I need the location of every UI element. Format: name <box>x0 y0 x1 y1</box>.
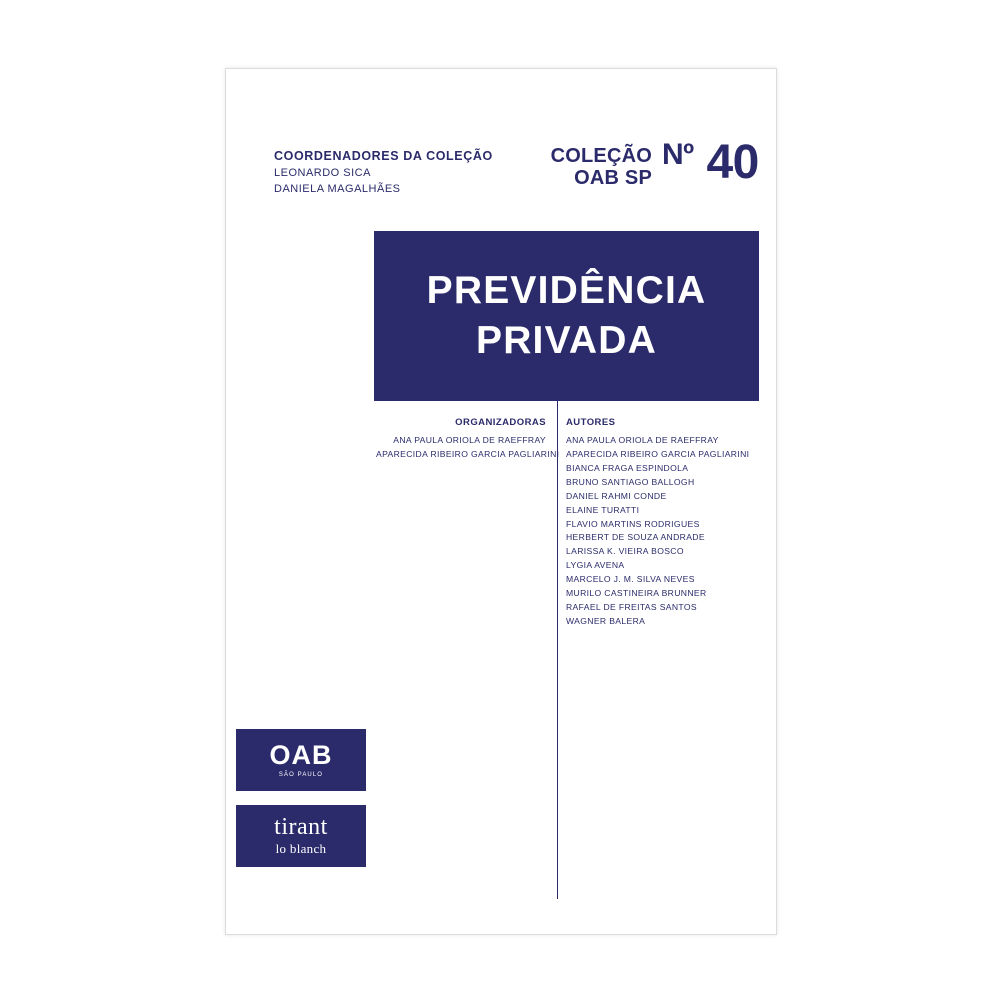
author-name: APARECIDA RIBEIRO GARCIA PAGLIARINI <box>566 448 750 459</box>
volume-number <box>662 135 759 190</box>
tirant-logo-line-2: lo blanch <box>275 841 327 856</box>
coordinator-name: DANIELA MAGALHÃES <box>274 183 401 195</box>
organizer-name: ANA PAULA ORIOLA DE RAEFFRAY <box>393 435 546 445</box>
author-name: BRUNO SANTIAGO BALLOGH <box>566 476 695 487</box>
author-name: HERBERT DE SOUZA ANDRADE <box>566 532 705 543</box>
author-name: BIANCA FRAGA ESPINDOLA <box>566 462 689 473</box>
tirant-lo-blanch-logo <box>236 805 366 867</box>
collection-line-1: COLEÇÃO <box>550 145 652 167</box>
author-name: ELAINE TURATTI <box>566 504 640 515</box>
book-page <box>225 68 777 935</box>
coordinators-heading: COORDENADORES DA COLEÇÃO <box>274 149 493 163</box>
authors-column <box>566 417 750 629</box>
organizers-column <box>376 417 560 462</box>
oab-logo-subtext: SÃO PAULO <box>278 772 324 778</box>
oab-logo <box>236 729 366 791</box>
author-name: FLAVIO MARTINS RODRIGUES <box>566 518 700 529</box>
cover-header <box>274 136 759 211</box>
coordinator-name: LEONARDO SICA <box>274 167 371 179</box>
author-name: MURILO CASTINEIRA BRUNNER <box>566 588 707 599</box>
collection-label <box>542 145 652 190</box>
tirant-logo-line-1: tirant <box>274 814 328 840</box>
collection-line-2: OAB SP <box>574 167 652 190</box>
author-name: WAGNER BALERA <box>566 615 646 626</box>
organizers-heading: ORGANIZADORAS <box>455 417 546 428</box>
author-name: DANIEL RAHMI CONDE <box>566 490 667 501</box>
coordinators-block <box>274 149 504 195</box>
author-name: LYGIA AVENA <box>566 560 625 571</box>
volume-number-value: 40 <box>706 136 759 189</box>
organizer-name: APARECIDA RIBEIRO GARCIA PAGLIARINI <box>376 448 560 459</box>
author-name: ANA PAULA ORIOLA DE RAEFFRAY <box>566 435 719 445</box>
vertical-divider <box>557 401 558 899</box>
title-banner <box>374 231 759 401</box>
author-name: LARISSA K. VIEIRA BOSCO <box>566 546 684 557</box>
authors-heading: AUTORES <box>566 417 616 428</box>
book-title-line-2: PRIVADA <box>475 319 658 362</box>
oab-logo-text: OAB <box>269 740 333 770</box>
author-name: MARCELO J. M. SILVA NEVES <box>566 574 695 585</box>
author-name: RAFAEL DE FREITAS SANTOS <box>566 602 697 613</box>
volume-number-prefix: Nº <box>662 138 694 171</box>
book-title-line-1: PREVIDÊNCIA <box>426 269 707 313</box>
